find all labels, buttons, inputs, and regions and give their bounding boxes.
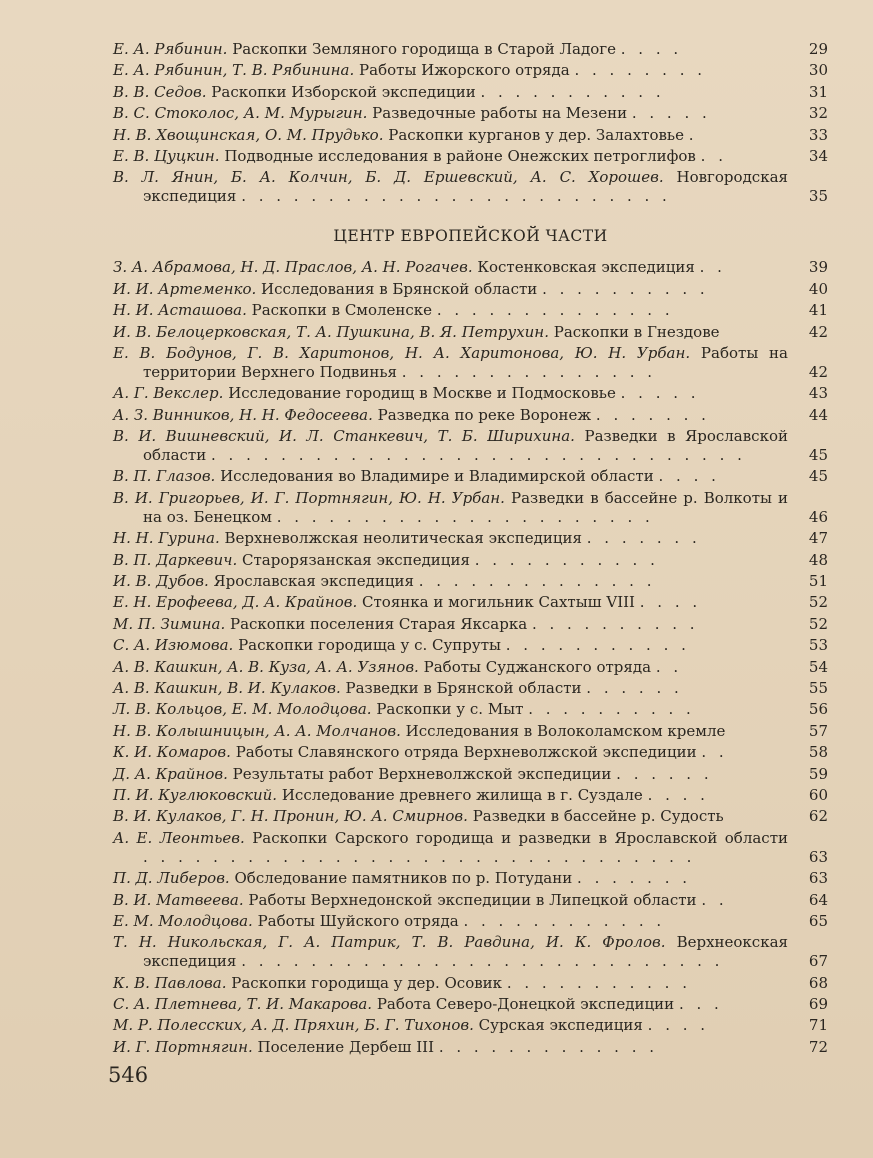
entry-title: Раскопки городища у дер. Осовик (231, 973, 503, 992)
dot-leader: . . . . (658, 467, 720, 486)
contents-entry (113, 280, 828, 299)
entry-authors: Е. В. Цуцкин. (113, 146, 220, 165)
entry-authors: Т. Н. Никольская, Г. А. Патрик, Т. В. Равдина, И. К. Фролов. (113, 933, 666, 952)
dot-leader: . . . . . . . (595, 405, 710, 424)
dot-leader: . . . . . . . . . . . . . . . . . . . . . . (276, 507, 654, 526)
entry-text (113, 147, 788, 166)
entry-authors: А. Г. Векслер. (113, 384, 224, 403)
entry-text (113, 636, 788, 655)
entry-authors: М. П. Зимина. (113, 614, 226, 633)
entry-text (113, 912, 788, 931)
entry-authors: И. И. Артеменко. (113, 279, 257, 298)
entry-text (113, 807, 788, 826)
entry-page-number: 42 (808, 322, 828, 341)
entry-authors: В. И. Григорьев, И. Г. Портнягин, Ю. Н. Урбан. (113, 488, 505, 507)
entry-title: Костенковская экспедиция (477, 258, 695, 277)
contents-entry (113, 147, 828, 166)
entry-title: Раскопки Земляного городища в Старой Ладоге (232, 40, 616, 58)
dot-leader: . . . . . . . . . . . . . . . . . . . . . . . . . (241, 187, 671, 206)
dot-leader: . . . . . . . . (574, 61, 707, 80)
entry-text (113, 40, 788, 59)
entry-text (113, 61, 788, 80)
entry-page-number: 55 (808, 678, 828, 697)
entry-title: Работа Северо-Донецкой экспедиции (376, 995, 675, 1014)
contents-entry (113, 83, 828, 102)
entry-text (113, 427, 788, 465)
entry-authors: С. А. Плетнева, Т. И. Макарова. (113, 995, 373, 1014)
contents-entry (113, 615, 828, 634)
entry-authors: Д. А. Крайнов. (113, 764, 228, 783)
entry-text (113, 104, 788, 123)
entry-page-number: 64 (808, 890, 828, 909)
entry-page-number: 72 (808, 1037, 828, 1056)
contents-entry (113, 406, 828, 425)
entry-page-number: 30 (808, 61, 828, 80)
entry-title: Стоянка и могильник Сахтыш VIII (362, 593, 635, 612)
entry-page-number: 31 (808, 82, 828, 101)
dot-leader: . . . . (639, 593, 702, 612)
contents-entry (113, 572, 828, 591)
entry-page-number: 33 (808, 125, 828, 144)
entry-text (113, 700, 788, 719)
entry-text (113, 551, 788, 570)
entry-text (113, 529, 788, 548)
dot-leader: . . (700, 146, 727, 165)
entry-authors: Е. А. Рябинин. (113, 40, 228, 58)
entry-title: Исследования во Владимире и Владимирской области (220, 467, 654, 486)
contents-entry (113, 765, 828, 784)
entry-authors: В. С. Стоколос, А. М. Мурыгин. (113, 104, 368, 123)
entry-title: Раскопки у с. Мыт (376, 700, 524, 719)
contents-entry (113, 529, 828, 548)
dot-leader: . . (701, 743, 728, 762)
dot-leader: . . . . (647, 1016, 710, 1035)
contents-entry (113, 489, 828, 527)
entry-authors: В. П. Глазов. (113, 467, 216, 486)
entry-text (113, 615, 788, 634)
entry-page-number: 54 (808, 657, 828, 676)
entry-text (113, 258, 788, 277)
entry-authors: К. В. Павлова. (113, 973, 227, 992)
entry-title: Обследование памятников по р. Потудани (234, 869, 573, 888)
dot-leader: . . . . . (631, 104, 711, 123)
entry-text (113, 722, 788, 741)
dot-leader: . . . . . . (616, 764, 713, 783)
contents-entry (113, 126, 828, 145)
contents-entry (113, 974, 828, 993)
entry-page-number: 45 (808, 467, 828, 486)
entry-text (113, 323, 788, 342)
entry-text (113, 467, 788, 486)
entry-title: Подводные исследования в районе Онежских петроглифов (224, 146, 696, 165)
contents-entry (113, 722, 828, 741)
entry-authors: К. И. Комаров. (113, 743, 231, 762)
entry-page-number: 29 (808, 40, 828, 58)
dot-leader: . . . . . . . . . . (528, 700, 695, 719)
contents-entry (113, 1038, 828, 1057)
contents-list-center (113, 258, 828, 1057)
entry-authors: Н. В. Хвощинская, О. М. Прудько. (113, 125, 384, 144)
entry-title: Исследования в Волоколамском кремле (405, 721, 726, 740)
entry-page-number: 57 (808, 721, 828, 740)
dot-leader: . . . . (620, 40, 683, 58)
entry-text (113, 301, 788, 320)
entry-page-number: 40 (808, 279, 828, 298)
entry-text (113, 679, 788, 698)
entry-authors: В. П. Даркевич. (113, 550, 238, 569)
entry-title: Раскопки городища у с. Супруты (238, 636, 501, 655)
entry-title: Ярославская экспедиция (213, 572, 414, 591)
dot-leader: . . (655, 657, 683, 676)
entry-text (113, 280, 788, 299)
entry-authors: Н. В. Колышницын, А. А. Молчанов. (113, 721, 401, 740)
dot-leader: . . (701, 890, 728, 909)
entry-title: Работы Шуйского отряда (257, 911, 459, 930)
dot-leader: . . . . . . . . . . . . . . . . . . . . . . . . . . . . (241, 952, 724, 971)
entry-authors: Е. М. Молодцова. (113, 911, 253, 930)
entry-page-number: 46 (808, 507, 828, 526)
entry-authors: П. Д. Либеров. (113, 869, 230, 888)
dot-leader: . . . . . . . . . . . (474, 550, 659, 569)
dot-leader: . . . . (647, 785, 709, 804)
contents-entry (113, 168, 828, 206)
entry-page-number: 69 (808, 995, 828, 1014)
contents-entry (113, 636, 828, 655)
entry-authors: Е. В. Бодунов, Г. В. Харитонов, Н. А. Харитонова, Ю. Н. Урбан. (113, 343, 691, 362)
entry-authors: В. И. Вишневский, И. Л. Станкевич, Т. Б. Ширихина. (113, 427, 575, 446)
entry-page-number: 67 (808, 952, 828, 971)
contents-entry (113, 807, 828, 826)
contents-entry (113, 258, 828, 277)
entry-text (113, 489, 788, 527)
entry-authors: М. Р. Полесских, А. Д. Пряхин, Б. Г. Тихонов. (113, 1016, 474, 1035)
contents-entry (113, 1016, 828, 1035)
entry-page-number: 56 (808, 700, 828, 719)
section-heading: ЦЕНТР ЕВРОПЕЙСКОЙ ЧАСТИ (333, 227, 608, 246)
entry-title: Исследования в Брянской области (261, 279, 538, 298)
entry-text (113, 869, 788, 888)
entry-title: Разведочные работы на Мезени (372, 104, 628, 123)
entry-title: Новгородская экспедиция (143, 168, 788, 206)
entry-title: Раскопки поселения Старая Яксарка (230, 614, 528, 633)
entry-text (113, 384, 788, 403)
entry-title: Работы Ижорского отряда (359, 61, 570, 80)
contents-entry (113, 344, 828, 382)
entry-text (113, 126, 788, 145)
entry-text (113, 83, 788, 102)
contents-entry (113, 301, 828, 320)
entry-authors: В. Л. Янин, Б. А. Колчин, Б. Д. Ершевский, А. С. Хорошев. (113, 168, 664, 187)
dot-leader: . . . (678, 995, 723, 1014)
dot-leader: . . . . . . . . . . . . . . (418, 572, 656, 591)
entry-title: Сурская экспедиция (478, 1016, 643, 1035)
entry-page-number: 68 (808, 973, 828, 992)
entry-authors: И. Г. Портнягин. (113, 1037, 253, 1056)
contents-entry (113, 912, 828, 931)
entry-page-number: 65 (808, 911, 828, 930)
entry-page-number: 63 (808, 869, 828, 888)
entry-page-number: 45 (808, 446, 828, 465)
entry-authors: И. В. Белоцерковская, Т. А. Пушкина, В. Я. Петрухин. (113, 322, 549, 341)
entry-title: Раскопки курганов у дер. Залахтовье (388, 125, 684, 144)
dot-leader: . . . . . . . (586, 529, 701, 548)
entry-title: Исследование древнего жилища в г. Суздале (281, 785, 643, 804)
entry-page-number: 42 (808, 362, 828, 381)
contents-entry (113, 995, 828, 1014)
entry-title: Верхнеокская экспедиция (143, 933, 788, 971)
entry-text (113, 168, 788, 206)
contents-entry (113, 40, 828, 59)
entry-text (113, 974, 788, 993)
entry-title: Раскопки в Гнездове (553, 322, 720, 341)
entry-page-number: 62 (808, 807, 828, 826)
entry-page-number: 51 (808, 572, 828, 591)
dot-leader: . . . . . (620, 384, 700, 403)
entry-page-number: 43 (808, 384, 828, 403)
entry-authors: П. И. Куглюковский. (113, 785, 278, 804)
entry-page-number: 32 (808, 104, 828, 123)
entry-authors: Н. Н. Гурина. (113, 529, 220, 548)
dot-leader: . . . . . . (586, 678, 683, 697)
entry-title: Раскопки в Смоленске (251, 301, 433, 320)
entry-text (113, 743, 788, 762)
entry-page-number: 47 (808, 529, 828, 548)
dot-leader: . . . . . . . . . . (531, 614, 699, 633)
entry-text (113, 1038, 788, 1057)
contents-entry (113, 104, 828, 123)
dot-leader: . (688, 125, 698, 144)
contents-entry (113, 658, 828, 677)
entry-authors: В. И. Кулаков, Г. Н. Пронин, Ю. А. Смирнов. (113, 807, 468, 826)
entry-page-number: 60 (808, 785, 828, 804)
contents-entry (113, 427, 828, 465)
entry-title: Работы Славянского отряда Верхневолжской экспедиции (235, 743, 697, 762)
contents-entry (113, 829, 828, 867)
entry-authors: Е. Н. Ерофеева, Д. А. Крайнов. (113, 593, 358, 612)
dot-leader: . . . . . . . . . . . . . . (436, 301, 674, 320)
entry-text (113, 891, 788, 910)
dot-leader: . . . . . . . . . . (542, 279, 709, 298)
entry-title: Разведки в бассейне р. Судость (472, 807, 724, 826)
entry-text (113, 995, 788, 1014)
contents-entry (113, 933, 828, 971)
entry-title: Разведки в бассейне р. Волкоты и на оз. Бенецком (143, 488, 788, 526)
entry-text (113, 572, 788, 591)
entry-title: Старорязанская экспедиция (242, 550, 470, 569)
contents-entry (113, 891, 828, 910)
entry-title: Раскопки Изборской экспедиции (211, 82, 476, 101)
entry-text (113, 933, 788, 971)
dot-leader: . . . . . . . . . . . . . . . (401, 362, 657, 381)
entry-authors: Е. А. Рябинин, Т. В. Рябинина. (113, 61, 355, 80)
dot-leader: . . . . . . . . . . . . . . . . . . . . . . . . . . . . . . . . (143, 847, 696, 866)
dot-leader: . . . . . . . . . . . (480, 82, 665, 101)
entry-authors: И. В. Дубов. (113, 572, 209, 591)
contents-entry (113, 551, 828, 570)
dot-leader: . . . . . . . . . . . . . (438, 1037, 659, 1056)
entry-text (113, 658, 788, 677)
entry-page-number: 59 (808, 764, 828, 783)
entry-title: Разведка по реке Воронеж (377, 405, 592, 424)
contents-entry (113, 61, 828, 80)
entry-authors: А. Е. Леонтьев. (113, 828, 245, 847)
entry-text (113, 765, 788, 784)
entry-title: Разведки в Брянской области (345, 678, 582, 697)
entry-text (113, 344, 788, 382)
entry-page-number: 71 (808, 1016, 828, 1035)
entry-page-number: 41 (808, 301, 828, 320)
entry-text (113, 593, 788, 612)
contents-entry (113, 786, 828, 805)
entry-title: Верхневолжская неолитическая экспедиция (224, 529, 582, 548)
entry-page-number: 39 (808, 258, 828, 277)
entry-title: Работы Верхнедонской экспедиции в Липецкой области (248, 890, 697, 909)
entry-page-number: 58 (808, 743, 828, 762)
contents-entry (113, 743, 828, 762)
entry-authors: З. А. Абрамова, Н. Д. Праслов, А. Н. Рогачев. (113, 258, 473, 277)
entry-title: Исследование городищ в Москве и Подмосковье (228, 384, 616, 403)
dot-leader: . . . . . . . . . . . . (463, 911, 666, 930)
entry-page-number: 34 (808, 146, 828, 165)
entry-page-number: 52 (808, 593, 828, 612)
contents-entry (113, 700, 828, 719)
contents-entry (113, 679, 828, 698)
entry-text (113, 786, 788, 805)
entry-authors: В. В. Седов. (113, 82, 207, 101)
entry-page-number: 44 (808, 405, 828, 424)
entry-title: Раскопки Сарского городища и разведки в Ярославской области (252, 828, 788, 847)
entry-page-number: 48 (808, 550, 828, 569)
contents-entry (113, 467, 828, 486)
entry-page-number: 53 (808, 636, 828, 655)
dot-leader: . . . . . . . . . . . (506, 973, 691, 992)
entry-page-number: 63 (808, 847, 828, 866)
entry-text (113, 1016, 788, 1035)
entry-authors: А. З. Винников, Н. Н. Федосеева. (113, 405, 373, 424)
entry-page-number: 52 (808, 614, 828, 633)
dot-leader: . . . . . . . . . . . (505, 636, 690, 655)
entry-title: Работы на территории Верхнего Подвинья (143, 343, 788, 381)
entry-title: Результаты работ Верхневолжской экспедиции (232, 764, 612, 783)
contents-list-north (113, 40, 828, 206)
contents-column (113, 40, 828, 1059)
entry-text (113, 829, 788, 867)
entry-authors: Н. И. Асташова. (113, 301, 247, 320)
entry-text (113, 406, 788, 425)
contents-entry (113, 593, 828, 612)
contents-entry (113, 869, 828, 888)
entry-authors: А. В. Кашкин, А. В. Куза, А. А. Узянов. (113, 657, 419, 676)
dot-leader: . . . . . . . (577, 869, 692, 888)
entry-authors: С. А. Изюмова. (113, 636, 234, 655)
entry-authors: Л. В. Кольцов, Е. М. Молодцова. (113, 700, 372, 719)
dot-leader: . . . . . . . . . . . . . . . . . . . . . . . . . . . . . . . (211, 446, 746, 465)
page-number: 546 (108, 1063, 149, 1087)
contents-entry (113, 384, 828, 403)
entry-title: Разведки в Ярославской области (143, 427, 788, 465)
entry-authors: В. И. Матвеева. (113, 890, 244, 909)
entry-title: Поселение Дербеш III (257, 1037, 435, 1056)
entry-authors: А. В. Кашкин, В. И. Кулаков. (113, 678, 341, 697)
contents-entry (113, 323, 828, 342)
entry-page-number: 35 (808, 187, 828, 206)
dot-leader: . . (699, 258, 726, 277)
entry-title: Работы Суджанского отряда (423, 657, 652, 676)
